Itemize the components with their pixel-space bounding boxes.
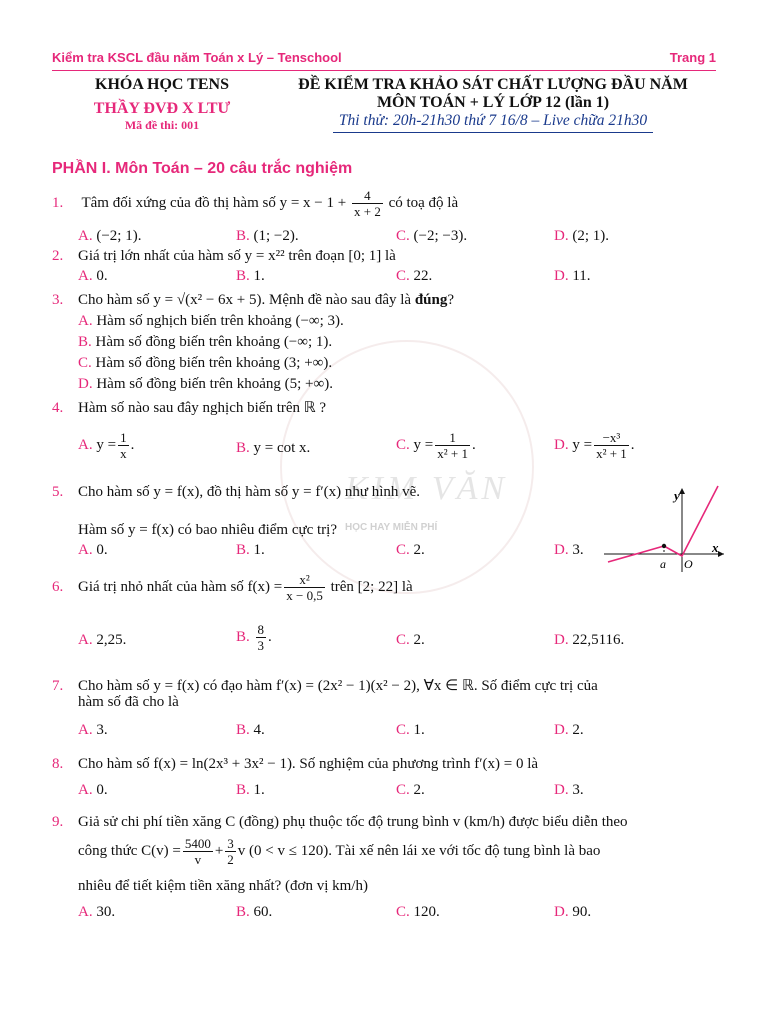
option-text: 2. <box>413 782 425 798</box>
option-text: 22. <box>413 268 433 284</box>
option-text: 3. <box>572 782 584 798</box>
question-7-line2: hàm số đã cho là <box>78 694 179 710</box>
exam-title-block <box>268 76 718 133</box>
question-7 <box>52 676 598 695</box>
numerator: 3 <box>227 836 234 851</box>
option-key: A. <box>78 228 93 244</box>
question-text-end: có toạ độ là <box>388 194 459 211</box>
option-key: B. <box>236 782 250 798</box>
question-number: 1. <box>52 194 64 211</box>
question-text: Tâm đối xứng của đồ thị hàm số <box>81 194 276 211</box>
option-a[interactable]: A. y = $\frac{1}{x}$ . <box>78 430 135 461</box>
option-a[interactable] <box>78 722 108 739</box>
page-number: Trang 1 <box>669 50 716 65</box>
course-block <box>62 76 262 133</box>
question-number: 8. <box>52 756 64 772</box>
derivative-graph <box>600 484 728 576</box>
exam-time: Thi thử: 20h-21h30 thứ 7 16/8 – Live chữa 21h30 <box>333 112 653 133</box>
option-text: 0. <box>96 542 108 558</box>
option-text: Hàm số đồng biến trên khoảng (5; +∞). <box>96 376 333 392</box>
option-key: B. <box>236 268 250 284</box>
option-key: C. <box>396 722 410 738</box>
option-key: B. <box>236 440 250 456</box>
option-b[interactable]: B. $\frac{8}{3}$ . <box>236 622 272 653</box>
option-d[interactable] <box>554 782 584 799</box>
fraction <box>118 430 129 461</box>
option-c[interactable] <box>396 722 425 739</box>
option-d[interactable] <box>554 722 584 739</box>
question-text: Cho hàm số y = √(x² − 6x + 5). Mệnh đề nào sau đây là <box>78 292 415 308</box>
option-b[interactable] <box>78 334 332 351</box>
option-key: D. <box>554 228 569 244</box>
question-number: 6. <box>52 578 64 595</box>
option-text: 1. <box>413 722 425 738</box>
graph-y-label: y <box>674 488 680 503</box>
plus-sign: + <box>214 842 224 859</box>
option-b[interactable] <box>236 440 310 457</box>
denominator: x² + 1 <box>437 446 468 461</box>
question-2 <box>52 248 396 265</box>
question-text: Giá trị nhỏ nhất của hàm số <box>78 578 244 595</box>
option-key: C. <box>396 436 410 453</box>
question-text: Giả sử chi phí tiền xăng C (đồng) phụ thuộc tốc độ trung bình v (km/h) được biểu diễn theo <box>78 814 628 830</box>
option-d[interactable] <box>78 376 333 393</box>
option-b[interactable] <box>236 782 265 799</box>
fraction <box>284 572 325 603</box>
question-emphasis: đúng <box>414 292 448 308</box>
option-key: D. <box>554 722 569 738</box>
formula: y = <box>572 436 593 453</box>
option-b[interactable] <box>236 722 265 739</box>
option-c[interactable] <box>396 782 425 799</box>
option-key: B. <box>78 334 92 350</box>
x-axis-arrow <box>718 551 724 557</box>
denominator: x <box>120 446 127 461</box>
formula: y = x − 1 + <box>279 194 347 211</box>
numerator: 1 <box>120 430 127 445</box>
option-text: 1. <box>253 782 265 798</box>
question-8 <box>52 756 538 773</box>
numerator: 8 <box>257 622 265 637</box>
fraction <box>435 430 470 461</box>
option-key: C. <box>396 632 410 648</box>
watermark-text: KIM VĂN <box>345 470 509 507</box>
fraction <box>352 188 383 219</box>
question-5-line2: Hàm số y = f(x) có bao nhiêu điểm cực trị? <box>78 522 338 538</box>
watermark-subtext: HỌC HAY MIỄN PHÍ <box>345 522 438 533</box>
question-4 <box>52 398 326 417</box>
option-a[interactable] <box>78 904 115 921</box>
course-name: KHÓA HỌC TENS <box>95 76 229 93</box>
option-c[interactable] <box>396 542 425 559</box>
question-number: 9. <box>52 814 64 830</box>
option-text: Hàm số đồng biến trên khoảng (3; +∞). <box>95 355 333 371</box>
exam-title-line1: ĐỀ KIỂM TRA KHẢO SÁT CHẤT LƯỢNG ĐẦU NĂM <box>298 76 688 93</box>
option-a[interactable] <box>78 782 108 799</box>
question-number: 2. <box>52 248 64 264</box>
formula: y = <box>96 436 117 453</box>
option-text: Hàm số nghịch biến trên khoảng (−∞; 3). <box>96 313 344 329</box>
option-b[interactable] <box>236 904 272 921</box>
numerator: 5400 <box>184 836 211 851</box>
fraction <box>183 836 213 867</box>
exam-title-line2: MÔN TOÁN + LÝ LỚP 12 (lần 1) <box>376 94 610 111</box>
exam-code: Mã đề thi: 001 <box>124 118 200 132</box>
formula: công thức C(v) = <box>78 842 181 859</box>
question-9 <box>52 814 628 831</box>
option-b[interactable] <box>236 542 265 559</box>
fraction <box>256 622 267 653</box>
question-3 <box>52 292 454 309</box>
option-key: A. <box>78 632 93 648</box>
option-text: 22,5116. <box>572 632 625 648</box>
option-text: y = cot x. <box>253 440 311 456</box>
question-9-line3: nhiêu để tiết kiệm tiền xăng nhất? (đơn vị km/h) <box>78 878 368 894</box>
numerator: 1 <box>435 430 470 446</box>
option-key: C. <box>396 904 410 920</box>
option-text: (1; −2). <box>253 228 299 244</box>
option-c[interactable] <box>396 228 467 245</box>
option-d[interactable] <box>554 542 584 559</box>
option-text: Hàm số đồng biến trên khoảng (−∞; 1). <box>95 334 333 350</box>
denominator: 2 <box>227 852 234 867</box>
option-key: A. <box>78 722 93 738</box>
option-key: B. <box>236 228 250 244</box>
question-number: 7. <box>52 678 64 694</box>
formula: f(x) = <box>247 578 283 595</box>
option-key: C. <box>396 268 410 284</box>
denominator: x − 0,5 <box>286 588 323 603</box>
option-key: B. <box>236 722 250 738</box>
teacher-name: THẦY ĐVĐ X LTƯ <box>93 100 231 117</box>
option-text: 60. <box>253 904 273 920</box>
option-c[interactable] <box>78 355 332 372</box>
option-key: A. <box>78 782 93 798</box>
option-d[interactable] <box>554 632 624 649</box>
question-6 <box>52 572 413 603</box>
page-header-bar <box>52 48 716 71</box>
option-text: 3. <box>572 542 584 558</box>
graph-a-label: a <box>660 557 666 571</box>
option-b[interactable] <box>236 268 265 285</box>
denominator: 3 <box>257 638 265 653</box>
option-d[interactable] <box>554 904 591 921</box>
option-key: C. <box>396 782 410 798</box>
denominator: v <box>194 852 202 867</box>
graph-origin-label: O <box>684 557 693 571</box>
point-a <box>662 544 666 548</box>
option-text: 2,25. <box>96 632 127 648</box>
question-text: Cho hàm số f(x) = ln(2x³ + 3x² − 1). Số nghiệm của phương trình f′(x) = 0 là <box>78 756 539 772</box>
option-d[interactable] <box>554 228 609 245</box>
question-5 <box>52 484 420 501</box>
option-key: D. <box>554 436 569 453</box>
question-text: Hàm số nào sau đây nghịch biến trên ℝ ? <box>78 400 327 416</box>
question-text: v (0 < v ≤ 120). Tài xế nên lái xe với tốc độ tung bình là bao <box>237 842 601 859</box>
formula: y = <box>413 436 434 453</box>
option-key: A. <box>78 268 93 284</box>
option-key: B. <box>236 904 250 920</box>
option-c[interactable] <box>396 904 440 921</box>
option-text: 0. <box>96 268 108 284</box>
option-key: C. <box>78 355 92 371</box>
option-text: 1. <box>253 268 265 284</box>
option-key: D. <box>78 376 93 392</box>
option-c[interactable] <box>396 632 425 649</box>
option-b[interactable] <box>236 228 299 245</box>
option-text: 3. <box>96 722 108 738</box>
option-text: 1. <box>253 542 265 558</box>
option-key: A. <box>78 904 93 920</box>
option-key: D. <box>554 542 569 558</box>
fraction <box>225 836 236 867</box>
section-title: PHẦN I. Môn Toán – 20 câu trắc nghiệm <box>52 160 353 177</box>
option-a[interactable] <box>78 632 126 649</box>
denominator: x + 2 <box>353 204 381 219</box>
option-text: 2. <box>413 542 425 558</box>
question-text: Cho hàm số y = f(x) có đạo hàm f′(x) = (2x² − 1)(x² − 2), ∀x ∈ ℝ. Số điểm cực trị của <box>78 678 598 694</box>
option-text: (2; 1). <box>572 228 610 244</box>
option-text: 90. <box>572 904 592 920</box>
option-key: D. <box>554 632 569 648</box>
option-key: D. <box>554 904 569 920</box>
option-a[interactable] <box>78 268 108 285</box>
option-key: C. <box>396 542 410 558</box>
option-key: A. <box>78 436 93 453</box>
option-key: B. <box>236 628 250 645</box>
question-number: 4. <box>52 400 64 416</box>
option-text: 11. <box>572 268 591 284</box>
option-text: 120. <box>413 904 440 920</box>
numerator: 4 <box>352 188 383 204</box>
option-key: A. <box>78 542 93 558</box>
numerator: −x³ <box>594 430 629 446</box>
option-c[interactable]: C. y = $\frac{1}{\text{x² + 1}}$ . <box>396 430 476 461</box>
option-key: B. <box>236 542 250 558</box>
denominator: x² + 1 <box>596 446 627 461</box>
question-number: 3. <box>52 292 64 308</box>
option-key: C. <box>396 228 410 244</box>
option-a[interactable] <box>78 542 108 559</box>
fraction <box>594 430 629 461</box>
graph-x-label: x <box>712 540 719 555</box>
question-text-end: trên [2; 22] là <box>330 578 413 595</box>
option-text: 2. <box>572 722 584 738</box>
question-number: 5. <box>52 484 64 500</box>
question-text: Cho hàm số y = f(x), đồ thị hàm số y = f′(x) như hình vẽ. <box>78 484 421 500</box>
option-text: (−2; −3). <box>413 228 468 244</box>
option-d[interactable]: D. y = $\frac{\text{−x³}}{\text{x² + 1}}$ . <box>554 430 635 461</box>
option-a[interactable] <box>78 228 141 245</box>
option-key: A. <box>78 313 93 329</box>
question-text: Giá trị lớn nhất của hàm số y = x²² trên đoạn [0; 1] là <box>78 248 396 264</box>
question-text-end: ? <box>447 292 455 308</box>
option-text: (−2; 1). <box>96 228 142 244</box>
option-text: 0. <box>96 782 108 798</box>
question-1 <box>52 188 458 219</box>
option-key: D. <box>554 268 569 284</box>
y-axis-arrow <box>679 488 685 494</box>
option-text: 30. <box>96 904 116 920</box>
option-text: 4. <box>253 722 265 738</box>
option-key: D. <box>554 782 569 798</box>
numerator: x² <box>284 572 325 588</box>
header-left-title: Kiểm tra KSCL đầu năm Toán x Lý – Tenschool <box>52 50 342 65</box>
option-d[interactable] <box>554 268 591 285</box>
option-c[interactable] <box>396 268 432 285</box>
option-text: 2. <box>413 632 425 648</box>
question-9-line2 <box>78 836 600 867</box>
option-a[interactable] <box>78 313 344 330</box>
derivative-curve <box>608 486 718 562</box>
